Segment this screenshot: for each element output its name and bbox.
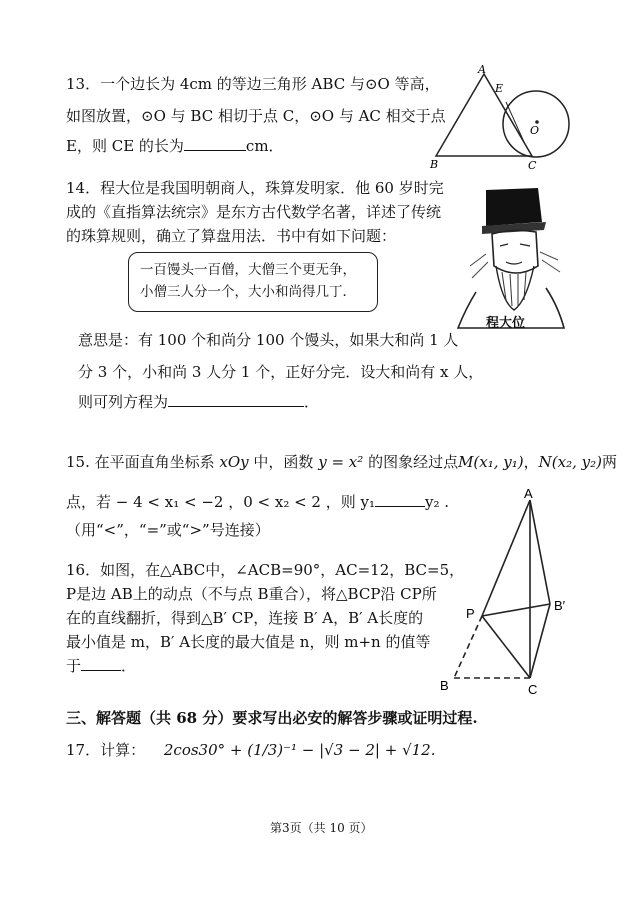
q16-label-a: A	[524, 486, 533, 501]
q13-line-1: 13．一个边长为 4cm 的等边三角形 ABC 与⊙O 等高，	[66, 75, 440, 93]
q14-line-3: 的珠算规则，确立了算盘用法．书中有如下问题：	[66, 227, 397, 245]
q16-line-5-a: 于	[66, 657, 82, 675]
q15-function: y = x²	[318, 453, 364, 471]
q14-meaning-2: 分 3 个，小和尚 3 人分 1 个，正好分完．设大和尚有 x 人，	[78, 363, 484, 381]
cheng-dawei-portrait	[446, 182, 576, 330]
q13-line-3	[66, 136, 284, 156]
q15-line-1-c: 中，函数	[253, 453, 314, 471]
q16-line-5	[66, 656, 136, 676]
q15-line-2-a: 点，若 − 4 < x₁ < −2 ，0 < x₂ < 2 ，则 y₁	[66, 493, 376, 511]
q15-line-1-d: 的图象经过点	[368, 453, 459, 471]
q15-line-1-e: 两	[601, 453, 617, 471]
q13-figure	[424, 64, 594, 174]
q15-line-3: （用“<”，“=”或“>”号连接）	[66, 521, 270, 539]
q15-answer-blank[interactable]	[375, 492, 425, 507]
q15-point-m: M(x₁, y₁)	[458, 453, 524, 471]
q16-label-c: C	[528, 682, 538, 697]
q13-line-2: 如图放置，⊙O 与 BC 相切于点 C，⊙O 与 AC 相交于点	[66, 107, 446, 125]
q15-line-1	[66, 452, 617, 472]
page-footer: 第3页（共 10 页）	[270, 821, 373, 835]
q16-label-bp: B′	[554, 598, 566, 613]
q15-sep: ，	[523, 453, 539, 471]
portrait-caption: 程大位	[486, 316, 526, 331]
q14-poem-line-2: 小僧三人分一个，大小和尚得几丁．	[140, 284, 356, 300]
q15-line-2-b: y₂ .	[425, 493, 450, 511]
q17-prefix: 17．计算：	[66, 741, 146, 759]
q15-line-2	[66, 492, 449, 512]
q13-answer-blank[interactable]	[184, 136, 246, 151]
q15-line-1-a: 15. 在平面直角坐标系	[66, 453, 215, 471]
q16-line-5-b: ．	[121, 657, 137, 675]
q16-label-b: B	[440, 678, 449, 693]
q14-line-2: 成的《直指算法统宗》是东方古代数学名著，详述了传统	[66, 203, 442, 221]
q15-point-n: N(x₂, y₂)	[538, 453, 602, 471]
q14-line-1: 14．程大位是我国明朝商人，珠算发明家．他 60 岁时完	[66, 179, 444, 197]
q17-line	[66, 740, 436, 760]
q13-label-o: O	[530, 124, 540, 137]
q14-meaning-3-a: 则可列方程为	[78, 393, 169, 411]
q13-label-c: C	[528, 159, 537, 172]
q16-figure	[432, 486, 582, 698]
q14-poem-line-1: 一百馒头一百僧，大僧三个更无争，	[140, 262, 356, 278]
section-3-title: 三、解答题（共 68 分）要求写出必安的解答步骤或证明过程.	[66, 709, 478, 727]
q16-line-4: 最小值是 m，B′ A长度的最大值是 n，则 m+n 的值等	[66, 633, 431, 651]
q13-label-e: E	[495, 82, 504, 95]
q13-label-a: A	[478, 64, 486, 76]
q14-meaning-3-b: ．	[304, 393, 320, 411]
q13-label-b: B	[430, 158, 439, 171]
q16-line-3: 在的直线翻折，得到△B′ CP，连接 B′ A，B′ A长度的	[66, 609, 424, 627]
q14-meaning-1: 意思是：有 100 个和尚分 100 个馒头，如果大和尚 1 人	[78, 331, 459, 349]
q16-label-p: P	[466, 606, 475, 621]
q14-answer-blank[interactable]	[168, 392, 304, 407]
q13-line-3-a: E，则 CE 的长为	[66, 137, 184, 155]
q16-answer-blank[interactable]	[81, 656, 121, 671]
q13-line-3-b: cm．	[245, 137, 284, 155]
q17-expression: 2cos30° + (1/3)⁻¹ − |√3 − 2| + √12.	[163, 741, 436, 759]
q16-line-2: P是边 AB上的动点（不与点 B重合），将△BCP沿 CP所	[66, 585, 437, 603]
q16-line-1: 16．如图，在△ABC中，∠ACB=90°，AC=12，BC=5，	[66, 561, 465, 579]
q15-coord-system: xOy	[219, 453, 249, 471]
q14-meaning-3	[78, 392, 319, 412]
